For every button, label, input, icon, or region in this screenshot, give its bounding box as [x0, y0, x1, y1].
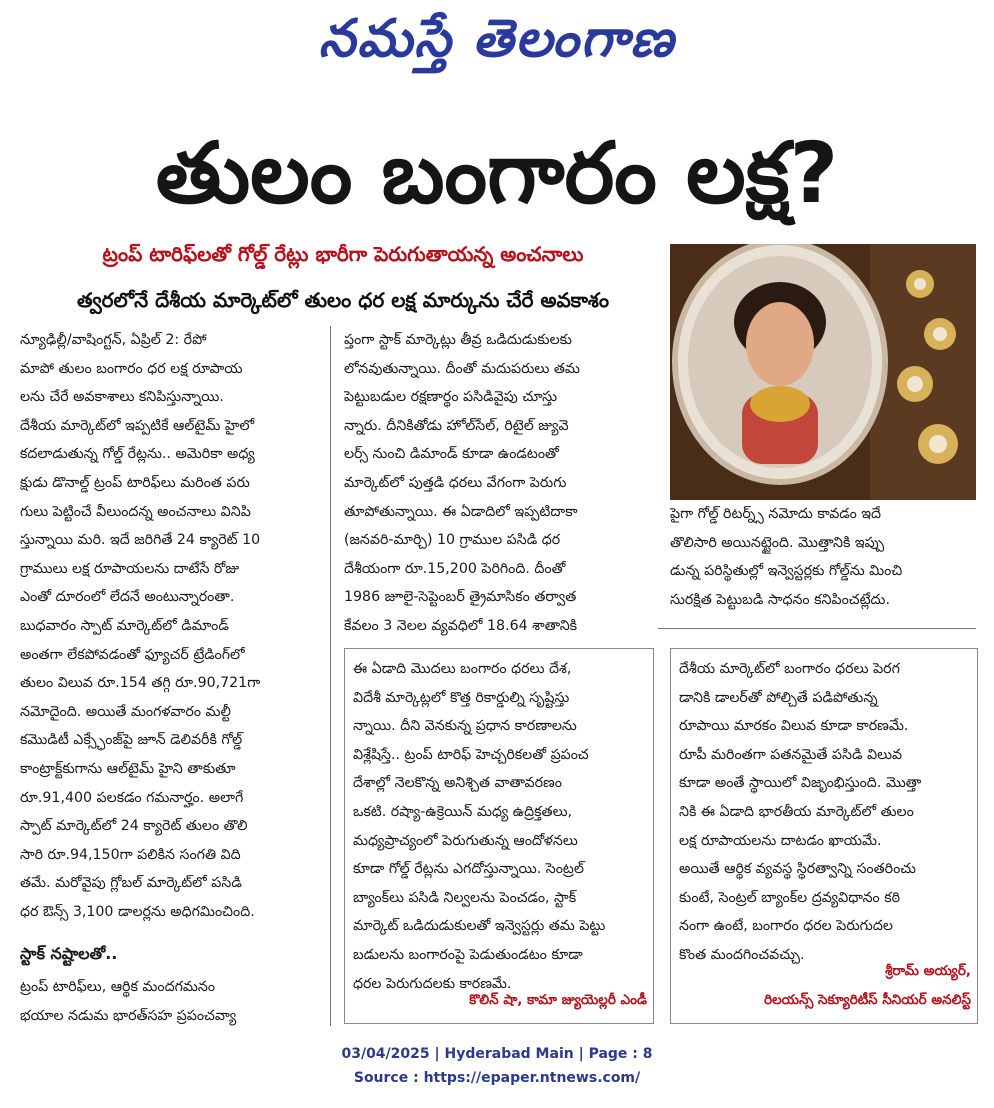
text-line: బడులను బంగారంపై పెడుతుండటం కూడా	[353, 946, 583, 963]
text-line: న్యూఢిల్లీ/వాషింగ్టన్, ఏప్రిల్ 2: రేపో	[20, 332, 207, 348]
text-line: మార్కెట్‌లో పుత్తడి ధరలు వేగంగా పెరుగు	[344, 474, 567, 491]
article-column-1	[20, 326, 316, 1030]
text-line: సారి రూ.94,150గా పలికిన సంగతి విది	[20, 846, 241, 863]
text-line: కూడా అంతే స్థాయిలో విజృంభిస్తుంది. మొత్తా	[679, 775, 922, 792]
text-line: న్నారు. దీనికితోడు హోల్‌సేల్, రిటైల్ జ్యువె	[344, 417, 569, 434]
masthead-logo: నమస్తే తెలంగాణ	[318, 8, 676, 69]
text-line: బ్యాంక్‌లు పసిడి నిల్వలను పెంచడం, స్టాక్	[353, 889, 577, 906]
text-line: కేవలం 3 నెలల వ్యవధిలో 18.64 శాతానికి	[344, 617, 578, 634]
text-line: విదేశీ మార్కెట్లలో కొత్త రికార్డుల్ని సృష్టిస్తు	[353, 689, 570, 706]
text-line: దేశీయంగా రూ.15,200 పెరిగింది. దీంతో	[344, 560, 566, 577]
text-line: లర్స్ నుంచి డిమాండ్ కూడా ఉండటంతో	[344, 446, 559, 463]
text-line: క్షుడు డొనాల్డ్ ట్రంప్ టారిఫ్‌లు మరింత పరు	[20, 474, 250, 491]
text-line: మార్కెట్ ఒడిదుడుకులతో ఇన్వెస్టర్లు తమ పెట్టు	[353, 918, 606, 935]
text-line: గ్రాములు లక్ష రూపాయలను దాటేసే రోజు	[20, 560, 240, 577]
text-line: తమే. మరోవైపు గ్లోబల్ మార్కెట్‌లో పసిడి	[20, 875, 242, 892]
text-line: నమోదైంది. అయితే మంగళవారం మల్టీ	[20, 703, 231, 720]
text-line: న్నాయి. దీని వెనకున్న ప్రధాన కారణాలను	[353, 718, 577, 735]
divider-line	[658, 628, 976, 629]
text-line: కాంట్రాక్ట్‌కుగాను ఆల్‌టైమ్ హైని తాకుతూ	[20, 760, 236, 777]
text-line: డున్న పరిస్థితుల్లో ఇన్వెస్టర్లకు గోల్డ్‌ను మించి	[670, 563, 903, 580]
text-line: తొలిసారి అయినట్టైంది. మొత్తానికి ఇప్పు	[670, 534, 885, 551]
text-line: డానికి డాలర్‌తో పోల్చితే పడిపోతున్న	[679, 689, 878, 706]
quote-credit-name: శ్రీరామ్ అయ్యర్,	[885, 963, 971, 979]
text-line: కూడా గోల్డ్ రేట్లను ఎగదోస్తున్నాయి. సెంట్రల్	[353, 861, 584, 878]
text-line: బుధవారం స్పాట్ మార్కెట్‌లో డిమాండ్	[20, 617, 229, 634]
column-divider	[330, 326, 331, 1026]
footer-source: Source : https://epaper.ntnews.com/	[353, 1070, 641, 1086]
text-line: ప్తంగా స్టాక్ మార్కెట్లు తీవ్ర ఒడిదుడుకులకు	[344, 332, 572, 348]
headline: తులం బంగారం లక్ష?	[155, 124, 839, 222]
text-line: నంగా ఉంటే, బంగారం ధరల పెరుగుదల	[679, 918, 893, 935]
text-line: లను చేరే అవకాశాలు కనిపిస్తున్నాయి.	[20, 389, 224, 406]
text-line: దేశీయ మార్కెట్‌లో ఇప్పటికే ఆల్‌టైమ్ హైలో	[20, 417, 255, 434]
text-line: పైగా గోల్డ్ రిటర్న్స్ నమోదు కావడం ఇదే	[670, 506, 882, 522]
text-line: కదలాడుతున్న గోల్డ్ రేట్లను.. అమెరికా అధ్య	[20, 446, 255, 463]
text-line: ఈ ఏడాది మొదలు బంగారం ధరలు దేశ,	[353, 661, 572, 677]
quote-box-sriram-iyer	[670, 648, 978, 1024]
text-line: పెట్టుబడుల రక్షణార్థం పసిడివైపు చూస్తు	[344, 389, 558, 406]
article-column-2	[344, 326, 644, 641]
text-line: మాపో తులం బంగారం ధర లక్ష రూపాయ	[20, 360, 243, 377]
quote-credit: కొలిన్ షా, కామా జ్యుయెల్లరీ ఎండీ	[469, 992, 647, 1008]
footer-date-edition: 03/04/2025 | Hyderabad Main | Page : 8	[341, 1046, 653, 1062]
text-line: రూపీ మరింతగా పతనమైతే పసిడి విలువ	[679, 746, 903, 763]
jewellery-woman-mirror-photo	[670, 244, 976, 500]
quote-box-colin-shah	[344, 648, 654, 1024]
text-line: అంతగా లేకపోవడంతో ఫ్యూచర్ ట్రేడింగ్‌లో	[20, 646, 245, 663]
text-line: 1986 జూలై-సెప్టెంబర్ త్రైమాసికం తర్వాత	[344, 589, 577, 606]
text-line: దేశాల్లో నెలకొన్న అనిశ్చిత వాతావరణం	[353, 775, 562, 792]
text-line: సురక్షిత పెట్టుబడి సాధనం కనిపించట్లేదు.	[670, 591, 890, 608]
text-line: విశ్లేషిస్తే.. ట్రంప్ టారిఫ్ హెచ్చరికలతో ప్రపంచ	[353, 746, 589, 763]
quote-credit-title: రిలయన్స్ సెక్యూరిటీస్ సీనియర్ అనలిస్ట్	[764, 992, 971, 1008]
article-column-3	[670, 500, 976, 614]
text-line: ధరల పెరుగుదలకు కారణమే.	[353, 975, 512, 992]
text-line: గులు పెట్టించే వీలుందన్న అంచనాలు వినిపి	[20, 503, 251, 520]
text-line: లక్ష రూపాయలను దాటడం ఖాయమే.	[679, 832, 882, 849]
text-line: మధ్యప్రాచ్యంలో పెరుగుతున్న ఆందోళనలు	[353, 832, 578, 849]
text-line: ధర ఔన్స్ 3,100 డాలర్లను అధిగమించింది.	[20, 903, 255, 920]
text-line: స్పాట్ మార్కెట్‌లో 24 క్యారెట్ తులం తొలి	[20, 818, 248, 835]
text-line: ఎంతో దూరంలో లేదనే అంటున్నారంతా.	[20, 589, 235, 606]
section-heading-stock-losses: స్టాక్ నష్టాలతో..	[20, 944, 118, 964]
subheading-black: త్వరలోనే దేశీయ మార్కెట్‌లో తులం ధర లక్ష మార్కును చేరే అవకాశం	[77, 288, 609, 312]
text-line: ట్రంప్ టారిఫ్‌లు, ఆర్థిక మందగమనం	[20, 979, 216, 996]
text-line: రూ.91,400 పలకడం గమనార్హం. అలాగే	[20, 789, 244, 806]
text-line: ఒకటి. రష్యా-ఉక్రెయిన్ మధ్య ఉద్రిక్తతలు,	[353, 803, 573, 820]
text-line: నికి ఈ ఏడాది భారతీయ మార్కెట్‌లో తులం	[679, 803, 914, 820]
text-line: కమొడిటీ ఎక్స్ఛేంజ్‌పై జూన్ డెలివరీకి గోల్డ్	[20, 732, 243, 749]
text-line: (జనవరి-మార్చి) 10 గ్రాముల పసిడి ధర	[344, 532, 561, 549]
text-line: భయాల నడుమ భారత్‌సహ ప్రపంచవ్యా	[20, 1007, 237, 1024]
text-line: స్తున్నాయి మరి. ఇదే జరిగితే 24 క్యారెట్ 10	[20, 532, 261, 549]
text-line: అయితే ఆర్థిక వ్యవస్థ స్థిరత్వాన్ని సంతరించు	[679, 861, 916, 878]
text-line: తూపోతున్నాయి. ఈ ఏడాదిలో ఇప్పటిదాకా	[344, 503, 578, 520]
text-line: కుంటే, సెంట్రల్ బ్యాంక్‌ల ద్రవ్యవిధానం కఠి	[679, 889, 901, 906]
text-line: దేశీయ మార్కెట్‌లో బంగారం ధరలు పెరగ	[679, 661, 900, 677]
text-line: రూపాయి మారకం విలువ కూడా కారణమే.	[679, 718, 909, 735]
text-line: లోనవుతున్నాయి. దీంతో మదుపరులు తమ	[344, 360, 580, 377]
subheading-red: ట్రంప్ టారిఫ్‌లతో గోల్డ్ రేట్లు భారీగా పెరుగుతాయన్న అంచనాలు	[102, 242, 584, 266]
text-line: కొంత మందగించవచ్చు.	[679, 946, 805, 963]
text-line: తులం విలువ రూ.154 తగ్గి రూ.90,721గా	[20, 675, 261, 692]
